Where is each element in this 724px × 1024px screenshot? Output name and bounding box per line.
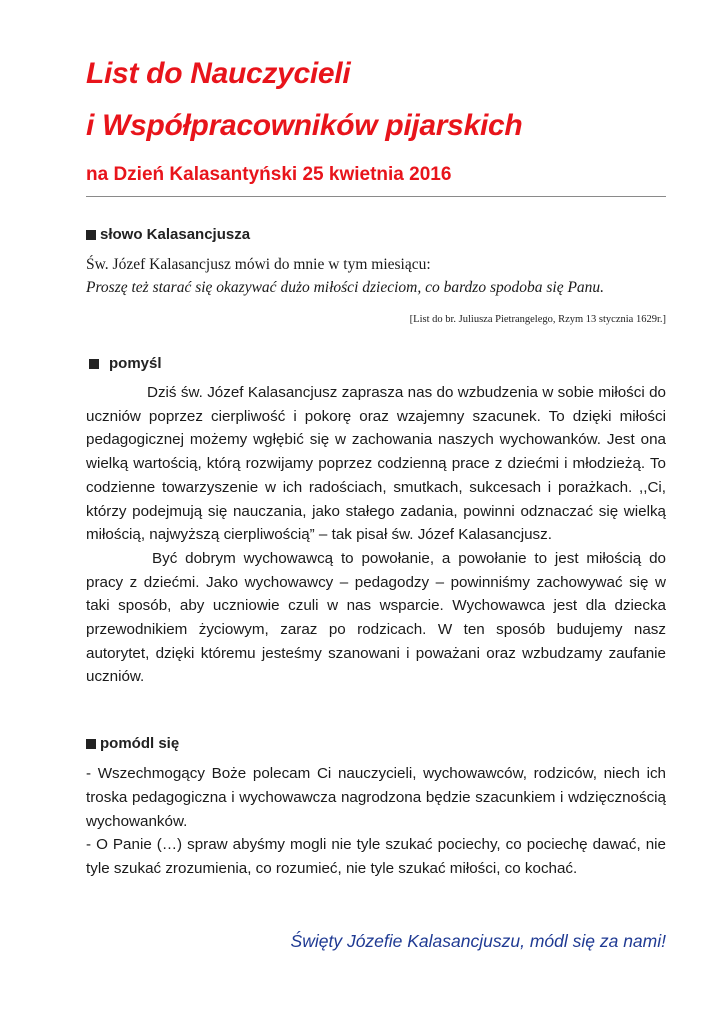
section-heading-thought-label: pomyśl	[109, 355, 162, 372]
section-heading-word	[86, 226, 666, 243]
closing-invocation: Święty Józefie Kalasancjuszu, módl się za nami!	[290, 931, 666, 951]
square-bullet-icon	[86, 230, 96, 240]
title-line-1: List do Nauczycieli	[86, 57, 351, 90]
section-heading-word-label: słowo Kalasancjusza	[100, 226, 251, 243]
square-bullet-icon	[89, 359, 99, 369]
prayer-line-2: - O Panie (…) spraw abyśmy mogli nie tyle szukać pociechy, co pociechę dawać, nie tyle szukać zrozumienia, co rozumieć, nie tyle szukać miłości, co kochać.	[86, 836, 666, 877]
section-heading-thought	[86, 355, 666, 372]
document-page	[86, 48, 666, 881]
thought-body	[86, 381, 666, 689]
section-heading-prayer	[86, 735, 666, 752]
prayer-body	[86, 762, 666, 881]
square-bullet-icon	[86, 739, 96, 749]
quote-block	[86, 253, 666, 331]
thought-paragraph-1: Dziś św. Józef Kalasancjusz zaprasza nas do wzbudzenia w sobie miłości do uczniów poprzez cierpliwość i pokorę oraz wzajemny szacunek. To dzięki miłości pedagogicznej możemy wgłębić się w zachowania naszych wychowanków. Jest ona wielką wartością, którą rozwijamy poprzez codzienną prace z dziećmi i młodzieżą. To codzienne towarzyszenie w ich radościach, smutkach, sukcesach i porażkach. ,,Ci, którzy podejmują się nauczania, jako stałego zadania, powinni odznaczać się wielką miłością, najwyższą cierpliwością” – tak pisał św. Józef Kalasancjusz.	[86, 384, 666, 544]
section-heading-prayer-label: pomódl się	[100, 735, 180, 753]
title-line-2: i Współpracowników pijarskich	[86, 109, 523, 142]
prayer-line-1: - Wszechmogący Boże polecam Ci nauczycieli, wychowawców, rodziców, niech ich troska pedagogiczna i wychowawcza nagrodzona będzie szacunkiem i wdzięcznością wychowanków.	[86, 765, 666, 830]
quote-text: Proszę też starać się okazywać dużo miłości dzieciom, co bardzo spodoba się Panu.	[86, 279, 605, 296]
quote-intro: Św. Józef Kalasancjusz mówi do mnie w tym miesiącu:	[86, 256, 431, 273]
header-divider	[86, 196, 666, 197]
quote-citation: [List do br. Juliusza Pietrangelego, Rzym 13 stycznia 1629r.]	[409, 314, 666, 325]
thought-paragraph-2: Być dobrym wychowawcą to powołanie, a powołanie to jest miłością do pracy z dziećmi. Jako wychowawcy – pedagodzy – powinniśmy zachowywać się w taki sposób, aby uczniowie czuli w nas wsparcie. Wychowawca jest dla dziecka przewodnikiem życiowym, zaraz po rodzicach. W ten sposób budujemy nasz autorytet, dzięki któremu jesteśmy szanowani i poważani oraz wzbudzamy zaufanie uczniów.	[86, 549, 666, 686]
subtitle: na Dzień Kalasantyński 25 kwietnia 2016	[86, 164, 452, 185]
